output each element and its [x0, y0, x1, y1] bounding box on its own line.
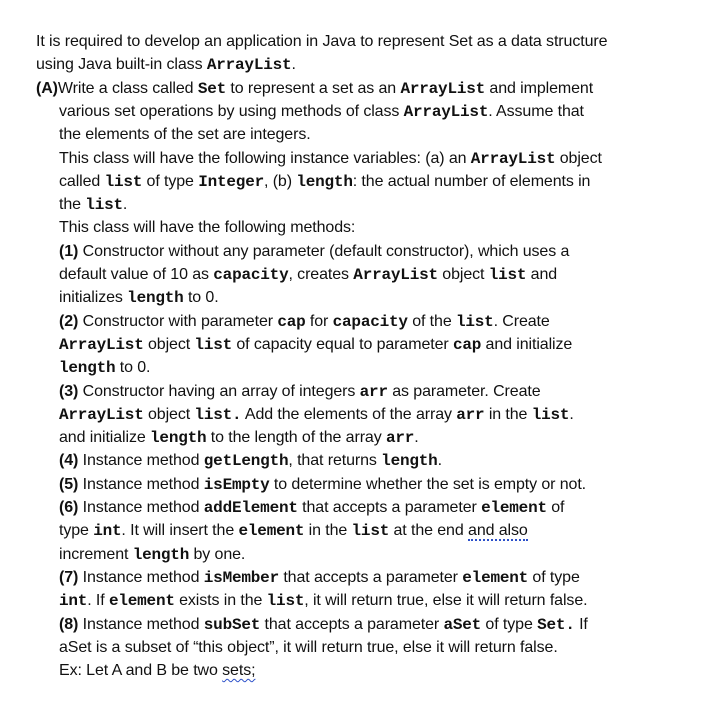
- text-line: [59, 449, 442, 473]
- code-identifier: cap: [277, 312, 306, 331]
- code-identifier: ArrayList: [403, 102, 489, 121]
- text-line: [59, 310, 550, 334]
- text-run: and initialize: [59, 429, 151, 447]
- code-identifier: ArrayList: [59, 335, 144, 354]
- text-run: Instance method: [78, 499, 204, 516]
- text-run: of the: [407, 312, 456, 330]
- code-identifier: subSet: [203, 615, 261, 634]
- text-run: Instance method: [78, 452, 204, 470]
- code-identifier: list: [85, 196, 123, 215]
- text-run: This class will have the following methods:: [59, 219, 356, 237]
- code-identifier: element: [238, 522, 305, 541]
- text-run: , (b): [264, 172, 297, 190]
- text-run: .: [437, 452, 442, 470]
- text-line: [36, 30, 607, 53]
- text-run: This class will have the following instance variables: (a) an: [59, 149, 471, 167]
- text-run: It is required to develop an application in Java to represent Set as a data structure: [36, 33, 608, 50]
- item-label: (4): [59, 452, 79, 470]
- text-line: [59, 286, 219, 310]
- code-identifier: length: [150, 429, 207, 448]
- text-run: , creates: [288, 266, 354, 283]
- text-run: . Create: [493, 312, 550, 330]
- item-label: (5): [59, 475, 79, 493]
- text-run: aSet is a subset of “this object”, it will return true, else it will return false.: [59, 638, 558, 656]
- text-line: [59, 147, 602, 171]
- text-run: of type: [481, 615, 538, 633]
- text-run: Add the elements of the array: [241, 405, 457, 423]
- code-identifier: int: [93, 522, 122, 541]
- code-identifier: list.: [194, 405, 242, 424]
- text-line: [59, 240, 569, 263]
- text-run: Constructor having an array of integers: [78, 382, 360, 400]
- text-run: . If: [87, 592, 109, 610]
- code-identifier: int: [59, 592, 88, 611]
- text-run: for: [305, 312, 333, 330]
- text-run: by one.: [189, 545, 246, 563]
- text-line: [59, 426, 419, 450]
- code-identifier: length: [296, 172, 353, 191]
- item-label: (3): [59, 382, 79, 400]
- item-label: (A): [36, 79, 58, 97]
- text-line: [59, 543, 245, 567]
- code-identifier: arr: [456, 405, 485, 424]
- text-run: Instance method: [78, 475, 204, 493]
- text-line: [59, 170, 590, 194]
- code-identifier: Integer: [198, 172, 265, 191]
- text-line: [59, 100, 584, 124]
- code-identifier: isEmpty: [203, 475, 270, 494]
- text-line: [59, 589, 587, 613]
- text-run: If: [574, 615, 588, 633]
- text-run: the: [59, 196, 86, 214]
- text-line: [59, 356, 150, 380]
- code-identifier: capacity: [213, 266, 289, 284]
- text-run: of type: [142, 172, 199, 190]
- text-run: to the length of the array: [206, 429, 386, 447]
- text-line: [36, 77, 593, 101]
- text-run: object: [143, 335, 195, 353]
- code-identifier: ArrayList: [59, 405, 144, 424]
- code-identifier: length: [381, 452, 438, 471]
- grammar-marked-text: and also: [468, 522, 528, 540]
- text-run: .: [291, 56, 296, 74]
- code-identifier: list: [455, 312, 494, 331]
- item-label: (7): [59, 568, 79, 586]
- code-identifier: length: [127, 289, 184, 308]
- text-run: various set operations by using methods of class: [59, 102, 404, 120]
- text-run: .: [569, 405, 574, 423]
- text-run: Constructor without any parameter (default constructor), which uses a: [78, 242, 570, 260]
- text-line: [59, 403, 574, 427]
- text-line: [59, 659, 255, 682]
- code-identifier: ArrayList: [400, 79, 486, 98]
- text-run: called: [59, 172, 105, 190]
- code-identifier: arr: [385, 429, 415, 448]
- text-run: that accepts a parameter: [260, 615, 444, 633]
- text-run: at the end: [389, 522, 469, 540]
- code-identifier: list: [104, 172, 143, 191]
- text-run: and initialize: [481, 335, 573, 353]
- text-run: Write a class called: [57, 79, 198, 97]
- code-identifier: aSet: [443, 615, 482, 634]
- text-run: : the actual number of elements in: [352, 172, 591, 190]
- text-run: of: [546, 499, 565, 516]
- item-label: (8): [59, 615, 79, 633]
- text-run: . Assume that: [488, 102, 584, 120]
- text-run: . It will insert the: [121, 522, 239, 540]
- code-identifier: ArrayList: [470, 149, 556, 168]
- text-run: exists in the: [174, 592, 267, 610]
- item-label: (6): [59, 499, 79, 516]
- text-run: default value of 10 as: [59, 266, 214, 283]
- code-identifier: list: [194, 335, 233, 354]
- text-run: using Java built-in class: [36, 56, 207, 74]
- text-line: [59, 123, 311, 146]
- text-line: [59, 263, 557, 287]
- text-line: [36, 53, 296, 77]
- text-run: and: [526, 266, 558, 283]
- code-identifier: element: [108, 592, 175, 611]
- text-run: object: [437, 266, 489, 283]
- text-run: that accepts a parameter: [297, 499, 482, 516]
- text-run: Instance method: [78, 568, 204, 586]
- text-run: Ex: Let A and B be two: [59, 662, 223, 680]
- code-identifier: element: [481, 499, 547, 517]
- code-identifier: Set: [197, 79, 227, 98]
- text-run: .: [122, 196, 128, 214]
- code-identifier: arr: [359, 382, 388, 401]
- text-run: .: [414, 429, 419, 447]
- text-line: [59, 519, 528, 543]
- text-run: and implement: [485, 79, 594, 97]
- code-identifier: isMember: [203, 568, 279, 587]
- text-run: initializes: [59, 289, 128, 307]
- text-line: [59, 193, 127, 217]
- text-line: [59, 216, 355, 239]
- text-line: [59, 613, 588, 637]
- item-label: (1): [59, 242, 79, 260]
- text-run: to 0.: [115, 359, 151, 377]
- text-line: [59, 473, 586, 497]
- code-identifier: ArrayList: [353, 266, 438, 284]
- text-run: as parameter. Create: [387, 382, 541, 400]
- code-identifier: capacity: [332, 312, 408, 331]
- code-identifier: list: [351, 522, 390, 541]
- code-identifier: cap: [452, 335, 482, 354]
- text-run: of type: [528, 568, 580, 586]
- text-run: increment: [59, 545, 133, 563]
- code-identifier: element: [462, 568, 529, 587]
- text-line: [59, 333, 572, 357]
- text-line: [59, 636, 558, 659]
- text-run: , that returns: [288, 452, 382, 470]
- text-line: [59, 380, 541, 404]
- text-run: object: [143, 405, 195, 423]
- code-identifier: list: [266, 592, 305, 611]
- text-run: to represent a set as an: [226, 79, 401, 97]
- text-run: , it will return true, else it will return false.: [304, 592, 588, 610]
- text-run: that accepts a parameter: [278, 568, 463, 586]
- code-identifier: length: [132, 545, 190, 564]
- text-run: in the: [484, 405, 532, 423]
- grammar-marked-text: sets;: [222, 662, 256, 680]
- code-identifier: list: [531, 405, 570, 424]
- text-line: [59, 496, 564, 520]
- text-run: of capacity equal to parameter: [232, 335, 453, 353]
- code-identifier: ArrayList: [206, 56, 292, 75]
- text-run: Constructor with parameter: [78, 312, 278, 330]
- code-identifier: Set.: [537, 615, 575, 634]
- text-run: Instance method: [78, 615, 204, 633]
- code-identifier: list: [488, 266, 527, 284]
- text-run: to 0.: [183, 289, 219, 307]
- text-run: in the: [304, 522, 352, 540]
- text-run: the elements of the set are integers.: [59, 126, 311, 144]
- code-identifier: addElement: [203, 499, 298, 517]
- text-run: type: [59, 522, 94, 540]
- item-label: (2): [59, 312, 79, 330]
- text-line: [59, 566, 580, 590]
- code-identifier: getLength: [203, 452, 289, 471]
- code-identifier: length: [59, 359, 116, 378]
- text-run: object: [555, 149, 602, 167]
- text-run: to determine whether the set is empty or not.: [269, 475, 587, 493]
